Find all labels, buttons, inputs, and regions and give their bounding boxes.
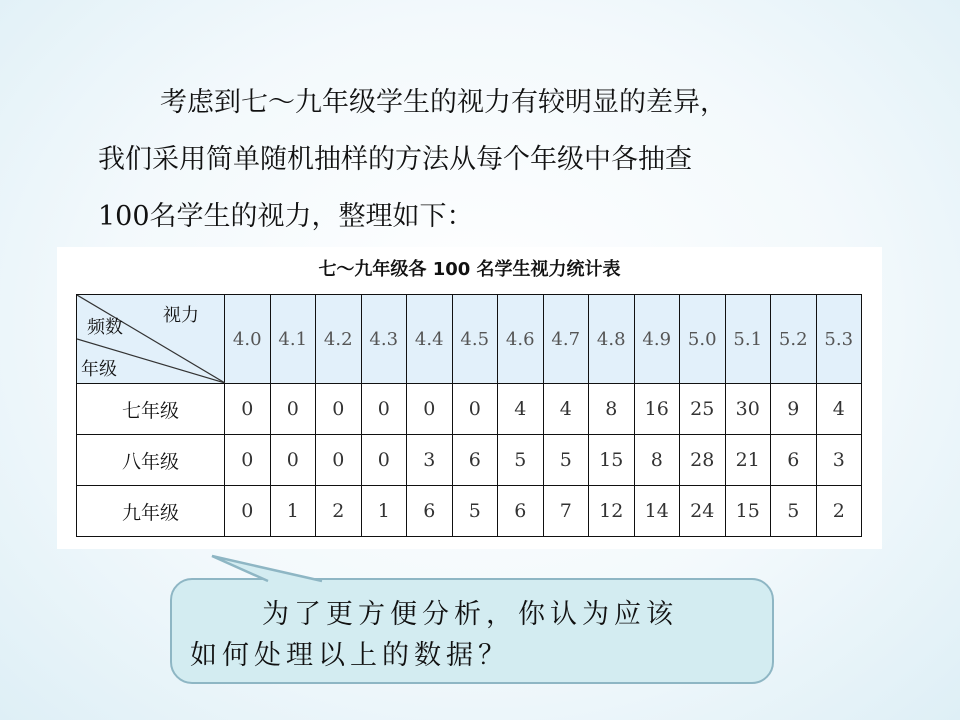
- table-cell: 0: [270, 384, 316, 435]
- table-cell: 5: [543, 435, 589, 486]
- table-cell: 6: [407, 486, 453, 537]
- table-cell: 5: [771, 486, 817, 537]
- table-cell: 2: [316, 486, 362, 537]
- column-header: 4.3: [361, 295, 407, 384]
- table-cell: 21: [725, 435, 771, 486]
- table-panel: [57, 247, 882, 549]
- row-header: 九年级: [77, 486, 225, 537]
- row-header: 七年级: [77, 384, 225, 435]
- table-cell: 1: [270, 486, 316, 537]
- table-cell: 8: [589, 384, 635, 435]
- corner-label-frequency: 频数: [87, 317, 123, 338]
- vision-stats-table: [76, 294, 862, 537]
- table-cell: 3: [407, 435, 453, 486]
- table-cell: 0: [225, 486, 271, 537]
- table-cell: 0: [270, 435, 316, 486]
- table-cell: 0: [361, 435, 407, 486]
- column-header: 4.6: [498, 295, 544, 384]
- table-cell: 8: [634, 435, 680, 486]
- column-header: 4.9: [634, 295, 680, 384]
- table-cell: 28: [680, 435, 726, 486]
- table-cell: 0: [361, 384, 407, 435]
- table-cell: 0: [316, 435, 362, 486]
- table-cell: 6: [498, 486, 544, 537]
- table-cell: 0: [452, 384, 498, 435]
- table-cell: 25: [680, 384, 726, 435]
- table-cell: 14: [634, 486, 680, 537]
- table-cell: 3: [816, 435, 862, 486]
- column-header: 4.2: [316, 295, 362, 384]
- table-cell: 2: [816, 486, 862, 537]
- table-cell: 4: [498, 384, 544, 435]
- column-header: 4.0: [225, 295, 271, 384]
- table-cell: 0: [407, 384, 453, 435]
- table-cell: 0: [225, 435, 271, 486]
- column-header: 4.5: [452, 295, 498, 384]
- table-cell: 15: [589, 435, 635, 486]
- row-header: 八年级: [77, 435, 225, 486]
- table-cell: 4: [543, 384, 589, 435]
- table-cell: 24: [680, 486, 726, 537]
- column-header: 5.0: [680, 295, 726, 384]
- table-cell: 9: [771, 384, 817, 435]
- bubble-line: 为了更方便分析，你认为应该: [262, 599, 678, 630]
- table-title: 七～九年级各 100 名学生视力统计表: [318, 259, 621, 280]
- column-header: 5.2: [771, 295, 817, 384]
- table-cell: 4: [816, 384, 862, 435]
- table-cell: 16: [634, 384, 680, 435]
- table-cell: 15: [725, 486, 771, 537]
- table-cell: 1: [361, 486, 407, 537]
- table-cell: 5: [452, 486, 498, 537]
- table-cell: 7: [543, 486, 589, 537]
- column-header: 4.7: [543, 295, 589, 384]
- intro-line: 考虑到七～九年级学生的视力有较明显的差异，: [160, 87, 727, 118]
- corner-header-cell: [77, 295, 225, 384]
- table-row-grade-9: [77, 486, 862, 537]
- column-header: 5.1: [725, 295, 771, 384]
- intro-paragraph: [98, 74, 858, 245]
- table-cell: 5: [498, 435, 544, 486]
- table-cell: 0: [225, 384, 271, 435]
- intro-line: 100名学生的视力，整理如下：: [98, 201, 474, 232]
- table-row-grade-7: [77, 384, 862, 435]
- table-cell: 12: [589, 486, 635, 537]
- corner-label-grade: 年级: [81, 359, 117, 380]
- speech-bubble: [170, 578, 774, 684]
- table-cell: 6: [452, 435, 498, 486]
- column-header: 4.4: [407, 295, 453, 384]
- intro-line: 我们采用简单随机抽样的方法从每个年级中各抽查: [98, 144, 692, 175]
- column-header: 4.1: [270, 295, 316, 384]
- table-row-grade-8: [77, 435, 862, 486]
- column-header: 4.8: [589, 295, 635, 384]
- table-header-row: [77, 295, 862, 384]
- table-cell: 0: [316, 384, 362, 435]
- table-cell: 30: [725, 384, 771, 435]
- corner-label-vision: 视力: [163, 305, 199, 326]
- table-cell: 6: [771, 435, 817, 486]
- bubble-line: 如何处理以上的数据？: [190, 640, 510, 671]
- bubble-question: [190, 594, 760, 676]
- column-header: 5.3: [816, 295, 862, 384]
